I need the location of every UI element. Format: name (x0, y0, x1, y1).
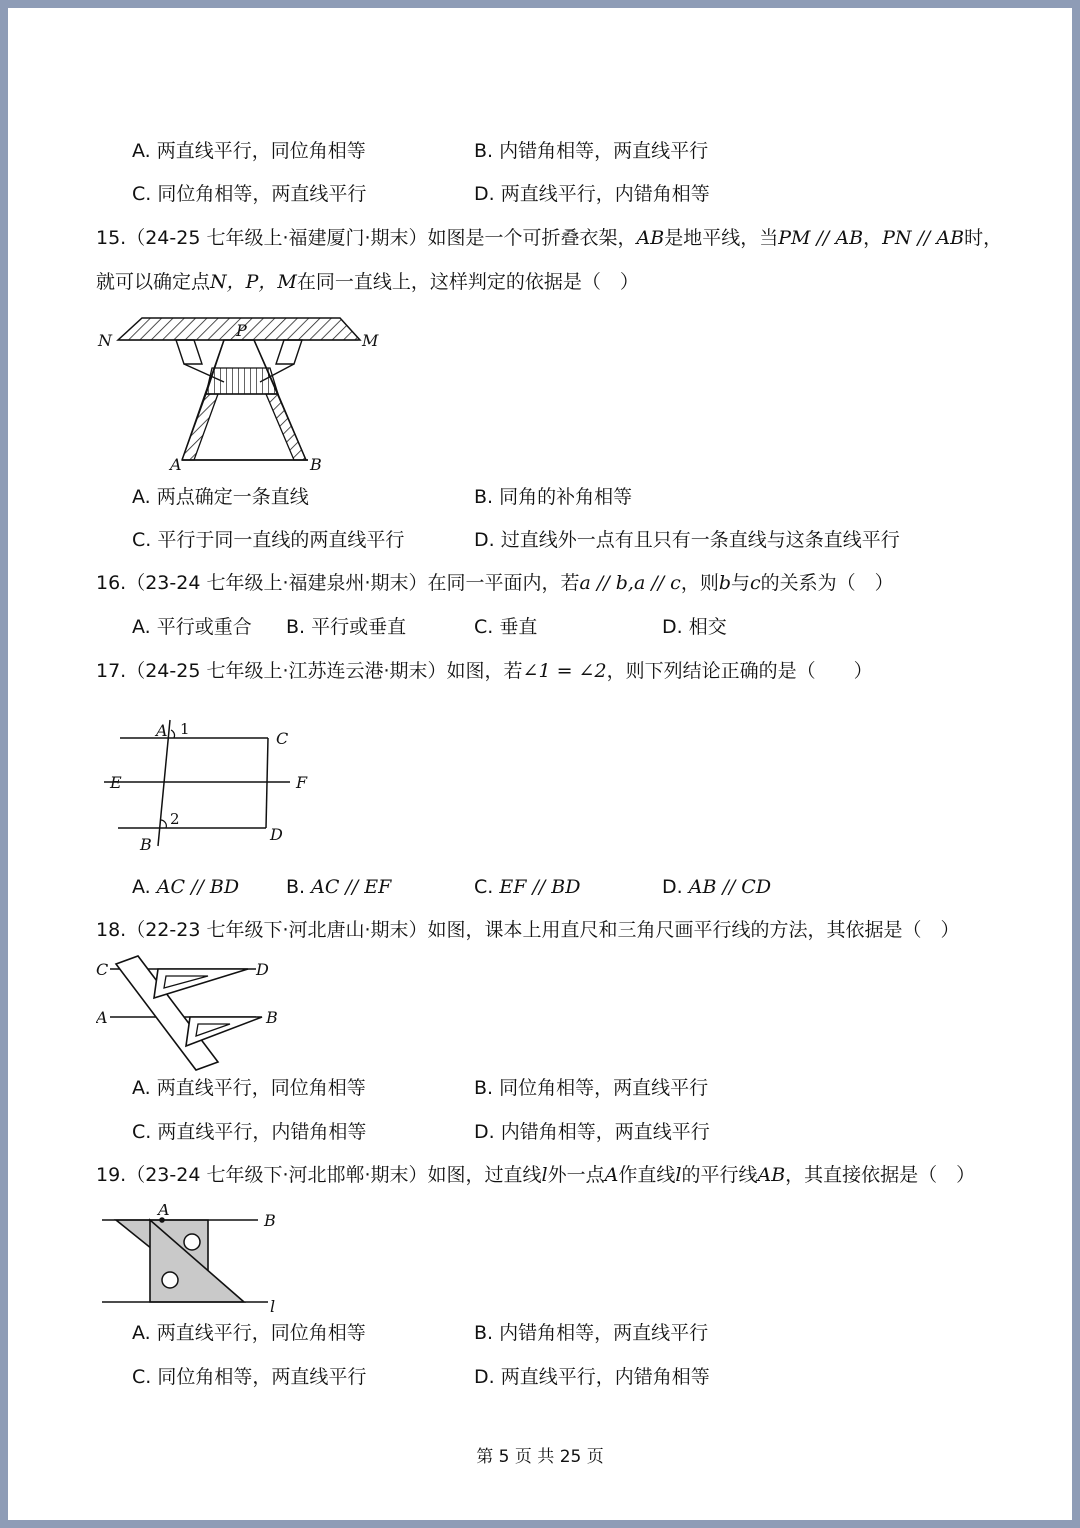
q17-label-b: B (140, 835, 152, 854)
q19-math-l: l (675, 1164, 682, 1186)
q17-option-b-letter: B. (286, 876, 306, 898)
q15-option-c[interactable]: C. 平行于同一直线的两直线平行 (132, 529, 405, 551)
q19-option-a[interactable]: A. 两直线平行，同位角相等 (132, 1322, 366, 1344)
q15-label-n: N (98, 331, 112, 350)
q15-text: 时， (964, 227, 1003, 249)
q19-text: 19.（23-24 七年级下·河北邯郸·期末）如图，过直线 (96, 1164, 542, 1186)
q16-option-c[interactable]: C. 垂直 (474, 616, 538, 638)
q17-label-1: 1 (180, 720, 190, 738)
q18-stem: 18.（22-23 七年级下·河北唐山·期末）如图，课本上用直尺和三角尺画平行线的方法，其依据是（ ） (96, 919, 960, 941)
q16-math-b: b (718, 572, 731, 594)
q15-option-b[interactable]: B. 同角的补角相等 (474, 486, 633, 508)
q18-option-a[interactable]: A. 两直线平行，同位角相等 (132, 1077, 366, 1099)
q17-option-a[interactable] (132, 875, 239, 899)
q19-math-l: l (541, 1164, 548, 1186)
q18-option-c[interactable]: C. 两直线平行，内错角相等 (132, 1121, 367, 1143)
q15-text: 在同一直线上，这样判定的依据是（ ） (296, 271, 639, 293)
q16-text: ，则 (680, 572, 719, 594)
q19-set-square-figure (98, 1204, 288, 1318)
q18-option-b[interactable]: B. 同位角相等，两直线平行 (474, 1077, 709, 1099)
q17-option-d-math: AB // CD (688, 876, 772, 898)
q17-label-a: A (156, 721, 168, 740)
q15-figure-svg (94, 306, 394, 476)
q15-label-m: M (362, 331, 379, 350)
q16-text: 的关系为（ ） (760, 572, 894, 594)
q17-option-a-letter: A. (132, 876, 151, 898)
q17-text: ，则下列结论正确的是（ ） (606, 660, 873, 682)
q19-option-c[interactable]: C. 同位角相等，两直线平行 (132, 1366, 367, 1388)
q15-text: ， (863, 227, 883, 249)
q18-label-d: D (256, 960, 269, 979)
q14-option-a[interactable]: A. 两直线平行，同位角相等 (132, 140, 366, 162)
q17-stem (96, 659, 873, 683)
q19-figure-svg (98, 1204, 288, 1314)
q19-label-a: A (158, 1204, 170, 1219)
q15-folding-rack-figure (94, 306, 394, 480)
q15-label-b: B (310, 455, 322, 474)
q19-label-b: B (264, 1211, 276, 1230)
q17-option-b-math: AC // EF (311, 876, 392, 898)
q18-label-a: A (96, 1008, 108, 1027)
q19-math-ab: AB (757, 1164, 786, 1186)
q17-option-a-math: AC // BD (156, 876, 240, 898)
q15-math-pm: PM // AB (778, 227, 864, 249)
q14-option-c[interactable]: C. 同位角相等，两直线平行 (132, 183, 367, 205)
q17-option-c-math: EF // BD (499, 876, 581, 898)
q19-text: 作直线 (618, 1164, 676, 1186)
q15-math-pn: PN // AB (882, 227, 965, 249)
q17-option-d[interactable] (662, 875, 771, 899)
q17-text: 17.（24-25 七年级上·江苏连云港·期末）如图，若 (96, 660, 523, 682)
q17-label-c: C (276, 729, 289, 748)
q15-math-points: N，P，M (210, 271, 297, 293)
q15-option-d[interactable]: D. 过直线外一点有且只有一条直线与这条直线平行 (474, 529, 900, 551)
q16-math-c: c (750, 572, 761, 594)
q15-text: 15.（24-25 七年级上·福建厦门·期末）如图是一个可折叠衣架， (96, 227, 637, 249)
q16-text: 16.（23-24 七年级上·福建泉州·期末）在同一平面内，若 (96, 572, 580, 594)
q15-text: 是地平线，当 (664, 227, 779, 249)
q18-label-b: B (266, 1008, 278, 1027)
q19-option-d[interactable]: D. 两直线平行，内错角相等 (474, 1366, 710, 1388)
q17-label-2: 2 (170, 810, 180, 828)
q17-label-f: F (296, 773, 308, 792)
q14-option-d[interactable]: D. 两直线平行，内错角相等 (474, 183, 710, 205)
q19-stem (96, 1163, 975, 1187)
q17-option-b[interactable] (286, 875, 391, 899)
q17-option-d-letter: D. (662, 876, 683, 898)
q18-option-d[interactable]: D. 内错角相等，两直线平行 (474, 1121, 710, 1143)
q15-label-p: P (236, 321, 247, 340)
q17-figure-svg (100, 708, 320, 858)
q15-stem-line1 (96, 226, 1002, 250)
q17-math: ∠1 = ∠2 (522, 660, 607, 682)
q15-option-a[interactable]: A. 两点确定一条直线 (132, 486, 309, 508)
q19-option-b[interactable]: B. 内错角相等，两直线平行 (474, 1322, 709, 1344)
q17-option-c[interactable] (474, 875, 581, 899)
q16-option-d[interactable]: D. 相交 (662, 616, 727, 638)
exam-page (8, 8, 1072, 1520)
q17-label-e: E (110, 773, 122, 792)
q19-text: 的平行线 (681, 1164, 758, 1186)
q15-stem-line2 (96, 270, 639, 294)
q18-label-c: C (96, 960, 109, 979)
q15-label-a: A (170, 455, 182, 474)
q16-option-b[interactable]: B. 平行或垂直 (286, 616, 407, 638)
q15-text: 就可以确定点 (96, 271, 211, 293)
q16-text: 与 (731, 572, 751, 594)
q15-math-ab: AB (636, 227, 665, 249)
q17-rectangle-figure (100, 708, 320, 862)
q14-option-b[interactable]: B. 内错角相等，两直线平行 (474, 140, 709, 162)
q19-label-l: l (270, 1297, 276, 1314)
q16-option-a[interactable]: A. 平行或重合 (132, 616, 252, 638)
q16-math: a // b,a // c (579, 572, 681, 594)
q19-text: 外一点 (547, 1164, 605, 1186)
q19-text: ，其直接依据是（ ） (785, 1164, 976, 1186)
q17-label-d: D (270, 825, 283, 844)
q18-ruler-triangle-figure (96, 952, 286, 1080)
q18-figure-svg (96, 952, 286, 1076)
q17-option-c-letter: C. (474, 876, 494, 898)
q19-math-a: A (604, 1164, 619, 1186)
q16-stem (96, 571, 894, 595)
page-number-footer: 第 5 页 共 25 页 (476, 1447, 604, 1467)
